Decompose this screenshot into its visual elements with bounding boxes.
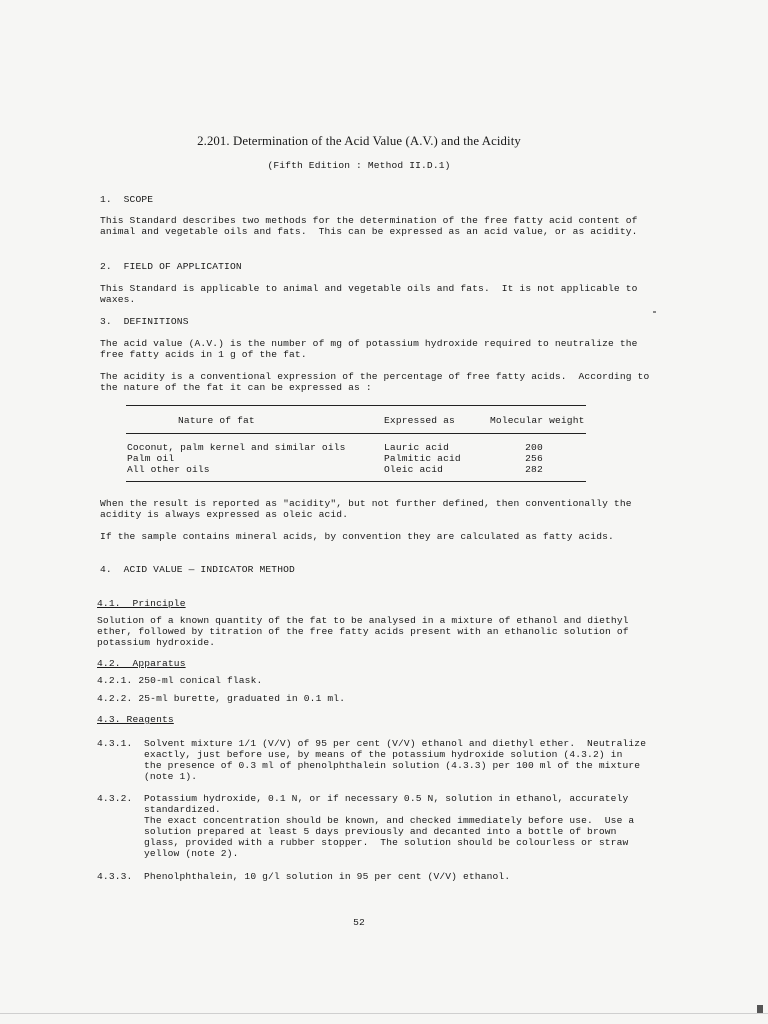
text-line: This Standard describes two methods for the determination of the free fatty acid content of <box>100 215 638 226</box>
table-cell: Palm oil <box>127 453 175 464</box>
reagent-description <box>144 738 664 782</box>
apparatus-item: 4.2.1. 250-ml conical flask. <box>97 675 263 686</box>
text-line: Phenolphthalein, 10 g/l solution in 95 per cent (V/V) ethanol. <box>144 871 511 882</box>
section-heading-scope: 1. SCOPE <box>100 194 154 205</box>
text-line: When the result is reported as "acidity", but not further defined, then conventionally the <box>100 498 632 509</box>
table-rule-top <box>126 405 586 406</box>
text-line: This Standard is applicable to animal and vegetable oils and fats. It is not applicable to <box>100 283 638 294</box>
table-cell: Palmitic acid <box>384 453 461 464</box>
reagent-description <box>144 793 664 859</box>
reagent-description <box>144 871 664 882</box>
reagent-number: 4.3.3. <box>97 871 133 882</box>
text-line: the presence of 0.3 ml of phenolphthalein solution (4.3.3) per 100 ml of the mixture <box>144 760 641 771</box>
table-cell: 200 <box>525 442 543 453</box>
text-line: glass, provided with a rubber stopper. The solution should be colourless or straw <box>144 837 629 848</box>
section-heading-field: 2. FIELD OF APPLICATION <box>100 261 242 272</box>
text-line: ether, followed by titration of the free fatty acids present with an ethanolic solution of <box>97 626 629 637</box>
document-title: 2.201. Determination of the Acid Value (A.V.) and the Acidity <box>197 134 521 148</box>
text-line: waxes. <box>100 294 136 305</box>
after-table-paragraph-2: If the sample contains mineral acids, by convention they are calculated as fatty acids. <box>100 531 614 542</box>
text-line: Solution of a known quantity of the fat to be analysed in a mixture of ethanol and diethyl <box>97 615 629 626</box>
section-heading-definitions: 3. DEFINITIONS <box>100 316 189 327</box>
scan-speck <box>653 311 656 313</box>
text-line: acidity is always expressed as oleic acid. <box>100 509 349 520</box>
table-cell: 256 <box>525 453 543 464</box>
subsection-heading-principle: 4.1. Principle <box>97 598 186 609</box>
scan-corner-mark <box>757 1005 763 1013</box>
reagent-number: 4.3.2. <box>97 793 133 804</box>
text-line: yellow (note 2). <box>144 848 239 859</box>
table-header: Molecular weight <box>490 415 585 426</box>
text-line: free fatty acids in 1 g of the fat. <box>100 349 307 360</box>
text-line: Solvent mixture 1/1 (V/V) of 95 per cent (V/V) ethanol and diethyl ether. Neutralize <box>144 738 647 749</box>
table-rule-bottom <box>126 481 586 482</box>
scope-paragraph <box>100 215 660 237</box>
table-cell: Oleic acid <box>384 464 444 475</box>
scan-edge-line <box>0 1013 768 1014</box>
apparatus-item: 4.2.2. 25-ml burette, graduated in 0.1 ml. <box>97 693 346 704</box>
text-line: standardized. <box>144 804 221 815</box>
table-rule-header <box>126 433 586 434</box>
definitions-paragraph-1 <box>100 338 660 360</box>
text-line: solution prepared at least 5 days previously and decanted into a bottle of brown <box>144 826 617 837</box>
text-line: Potassium hydroxide, 0.1 N, or if necessary 0.5 N, solution in ethanol, accurately <box>144 793 629 804</box>
text-line: The exact concentration should be known, and checked immediately before use. Use a <box>144 815 635 826</box>
subsection-heading-reagents: 4.3. Reagents <box>97 714 174 725</box>
reagent-number: 4.3.1. <box>97 738 133 749</box>
text-line: (note 1). <box>144 771 198 782</box>
text-line: animal and vegetable oils and fats. This can be expressed as an acid value, or as acidity. <box>100 226 638 237</box>
definitions-paragraph-2 <box>100 371 660 393</box>
table-cell: Coconut, palm kernel and similar oils <box>127 442 346 453</box>
table-header: Expressed as <box>384 415 455 426</box>
text-line: exactly, just before use, by means of the potassium hydroxide solution (4.3.2) in <box>144 749 623 760</box>
page-number: 52 <box>353 917 365 928</box>
text-line: potassium hydroxide. <box>97 637 216 648</box>
text-line: the nature of the fat it can be expressed as : <box>100 382 372 393</box>
text-line: The acidity is a conventional expression of the percentage of free fatty acids. According to <box>100 371 650 382</box>
table-header: Nature of fat <box>178 415 255 426</box>
principle-paragraph <box>97 615 657 648</box>
text-line: The acid value (A.V.) is the number of mg of potassium hydroxide required to neutralize the <box>100 338 638 349</box>
table-cell: Lauric acid <box>384 442 449 453</box>
table-cell: 282 <box>525 464 543 475</box>
table-cell: All other oils <box>127 464 210 475</box>
document-subtitle: (Fifth Edition : Method II.D.1) <box>267 160 451 171</box>
after-table-paragraph-1 <box>100 498 660 520</box>
field-paragraph <box>100 283 660 305</box>
section-heading-acid-value: 4. ACID VALUE — INDICATOR METHOD <box>100 564 295 575</box>
subsection-heading-apparatus: 4.2. Apparatus <box>97 658 186 669</box>
